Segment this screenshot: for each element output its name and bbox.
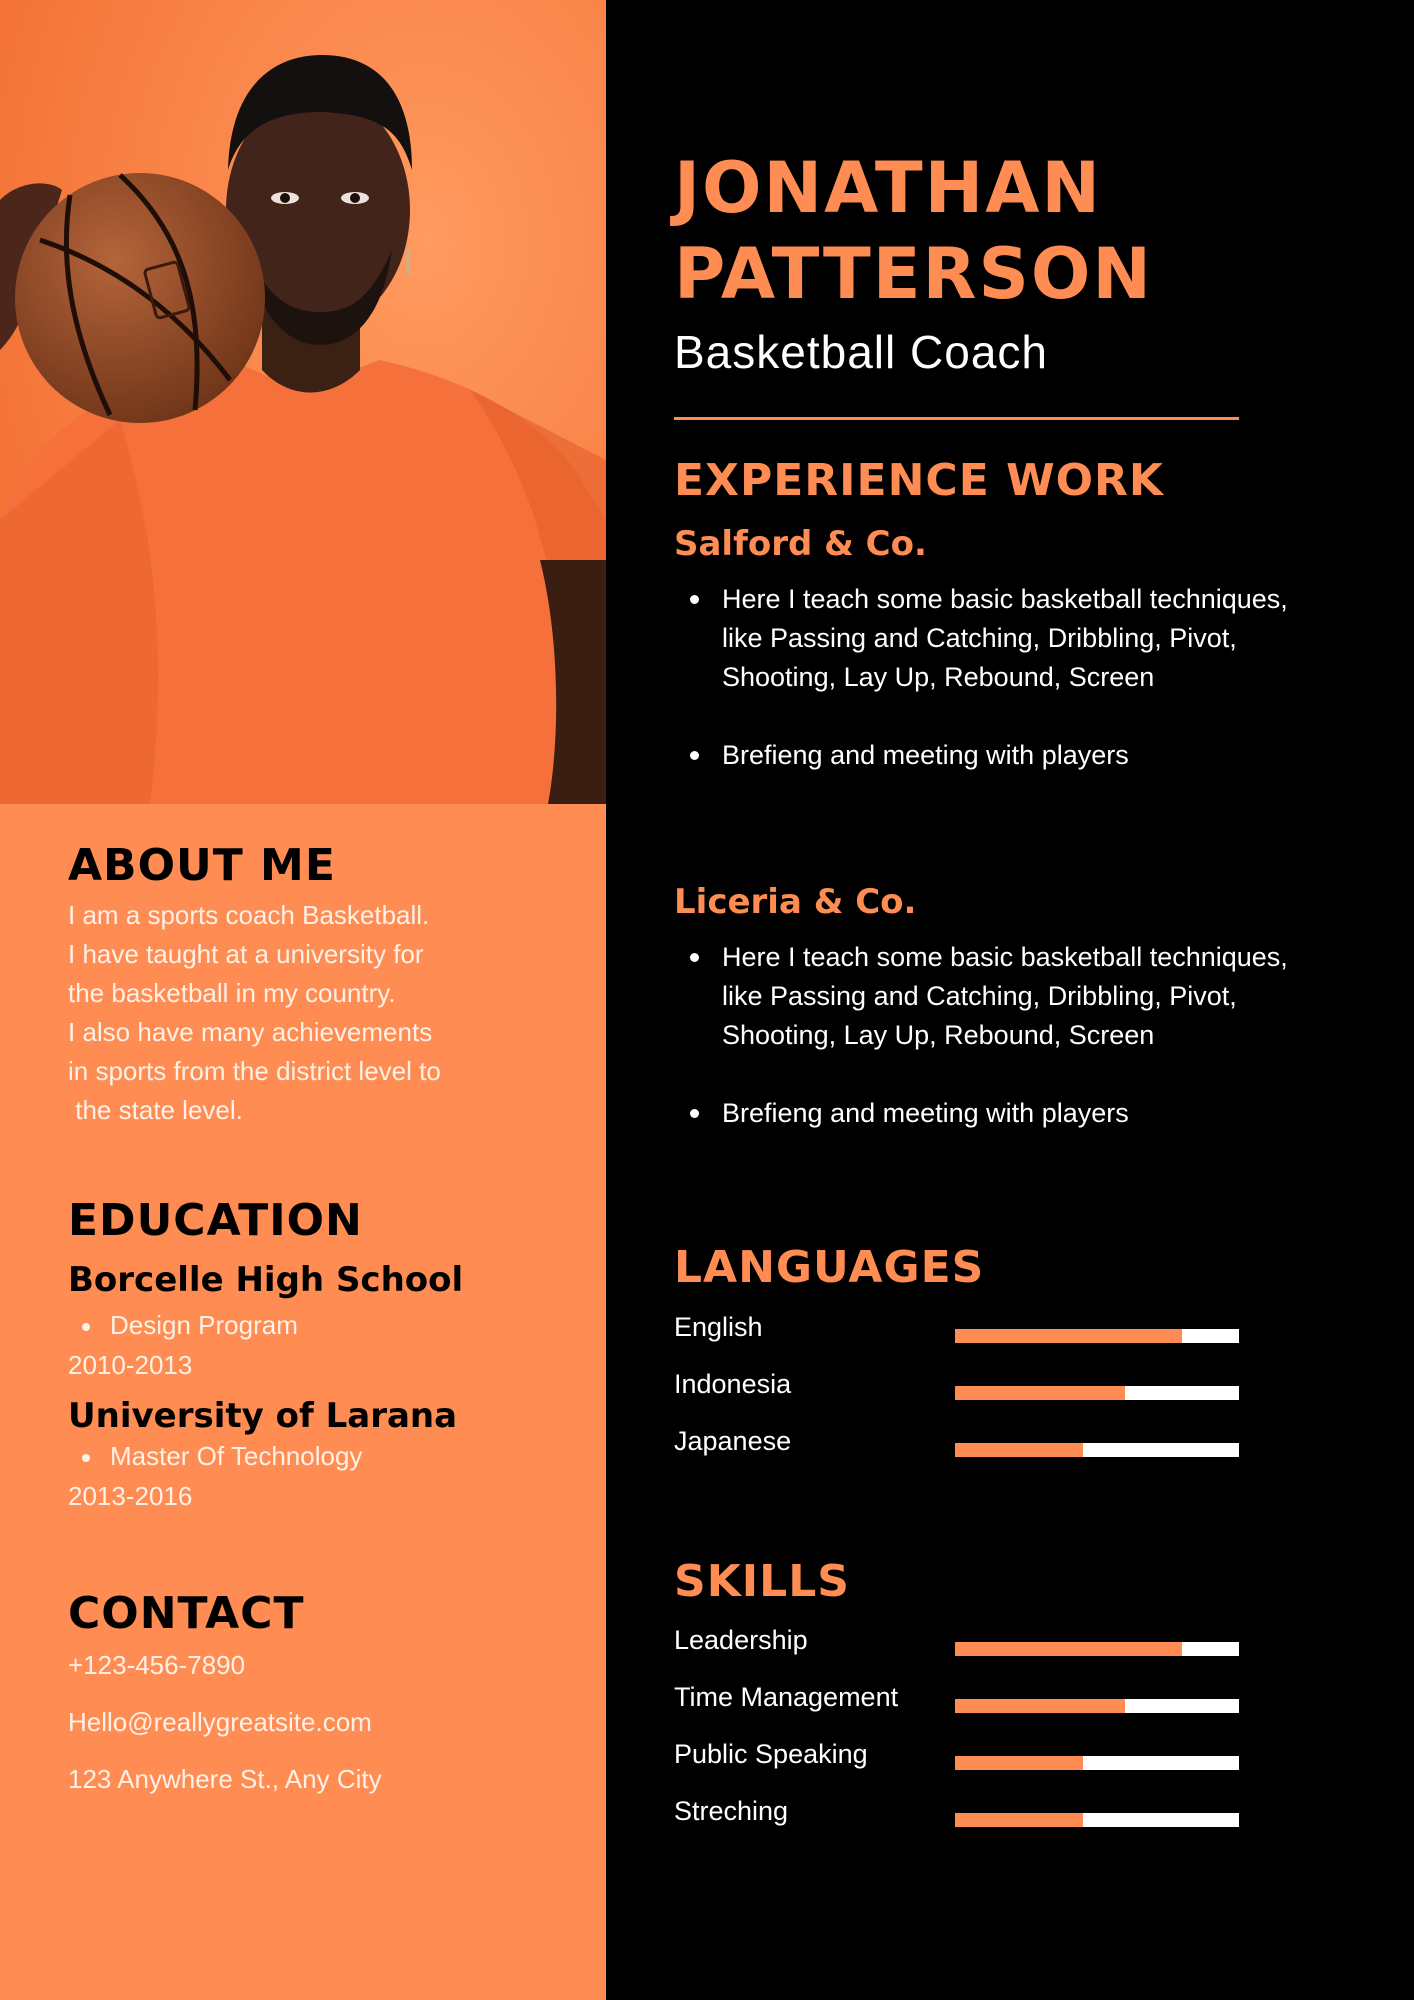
bullet-text: Here I teach some basic basketball techniques, like Passing and Catching, Dribbling, Pivot, Shooting, Lay Up, Rebound, Screen <box>722 584 1288 692</box>
about-line: I have taught at a university for <box>68 939 424 969</box>
contact-phone[interactable]: +123-456-7890 <box>68 1650 246 1680</box>
full-name <box>674 145 1153 317</box>
language-label: Japanese <box>674 1426 792 1456</box>
contact-title: CONTACT <box>68 1588 305 1639</box>
language-row <box>674 1426 1244 1466</box>
language-label: Indonesia <box>674 1369 792 1399</box>
skill-row <box>674 1682 1244 1722</box>
language-bar-track <box>955 1329 1239 1343</box>
about-line: in sports from the district level to <box>68 1056 441 1086</box>
experience-list <box>674 938 1294 1133</box>
education-years: 2013-2016 <box>68 1481 193 1511</box>
skill-label: Leadership <box>674 1625 808 1655</box>
bullet-icon <box>690 595 699 604</box>
education-program-label: Master Of Technology <box>110 1441 363 1471</box>
language-row <box>674 1312 1244 1352</box>
company-name: Liceria & Co. <box>674 882 917 922</box>
language-bar-fill <box>955 1329 1182 1343</box>
company-name: Salford & Co. <box>674 524 927 564</box>
left-column <box>0 0 606 2000</box>
job-title: Basketball Coach <box>674 326 1048 378</box>
skill-label: Public Speaking <box>674 1739 868 1769</box>
skill-row <box>674 1796 1244 1836</box>
list-item <box>674 1094 1294 1133</box>
language-label: English <box>674 1312 763 1342</box>
bullet-icon <box>690 751 699 760</box>
list-item <box>674 736 1294 775</box>
bullet-icon <box>82 1454 90 1462</box>
skill-bar-track <box>955 1813 1239 1827</box>
language-bar-fill <box>955 1443 1083 1457</box>
skill-row <box>674 1739 1244 1779</box>
languages-title: LANGUAGES <box>674 1242 985 1293</box>
name-last: PATTERSON <box>674 233 1153 315</box>
contact-email[interactable]: Hello@reallygreatsite.com <box>68 1707 372 1737</box>
header-divider <box>674 417 1239 420</box>
language-row <box>674 1369 1244 1409</box>
skill-label: Time Management <box>674 1682 899 1712</box>
about-line: I am a sports coach Basketball. <box>68 900 430 930</box>
skill-bar-fill <box>955 1699 1125 1713</box>
skill-label: Streching <box>674 1796 789 1826</box>
skill-row <box>674 1625 1244 1665</box>
education-program <box>82 1310 298 1341</box>
skills-title: SKILLS <box>674 1556 850 1607</box>
list-item <box>674 938 1294 1055</box>
education-program <box>82 1441 362 1472</box>
education-school: University of Larana <box>68 1396 458 1436</box>
name-first: JONATHAN <box>674 147 1102 229</box>
education-program-label: Design Program <box>110 1310 298 1340</box>
contact-address: 123 Anywhere St., Any City <box>68 1764 382 1794</box>
language-bar-fill <box>955 1386 1125 1400</box>
about-text <box>68 896 568 1130</box>
about-line: I also have many achievements <box>68 1017 433 1047</box>
experience-title: EXPERIENCE WORK <box>674 455 1164 506</box>
experience-list <box>674 580 1294 775</box>
bullet-text: Brefieng and meeting with players <box>722 1098 1129 1128</box>
about-title: ABOUT ME <box>68 840 336 891</box>
bullet-icon <box>82 1323 90 1331</box>
education-title: EDUCATION <box>68 1195 363 1246</box>
about-line: the state level. <box>68 1095 243 1125</box>
language-bar-track <box>955 1443 1239 1457</box>
education-years: 2010-2013 <box>68 1350 193 1380</box>
portrait-photo-icon <box>0 0 606 804</box>
bullet-text: Here I teach some basic basketball techniques, like Passing and Catching, Dribbling, Pivot, Shooting, Lay Up, Rebound, Screen <box>722 942 1288 1050</box>
language-bar-track <box>955 1386 1239 1400</box>
list-item <box>674 580 1294 697</box>
about-line: the basketball in my country. <box>68 978 396 1008</box>
skill-bar-track <box>955 1699 1239 1713</box>
profile-photo <box>0 0 606 804</box>
skill-bar-track <box>955 1756 1239 1770</box>
skill-bar-track <box>955 1642 1239 1656</box>
skill-bar-fill <box>955 1642 1182 1656</box>
education-school: Borcelle High School <box>68 1260 464 1300</box>
skill-bar-fill <box>955 1813 1083 1827</box>
bullet-icon <box>690 953 699 962</box>
skill-bar-fill <box>955 1756 1083 1770</box>
bullet-text: Brefieng and meeting with players <box>722 740 1129 770</box>
bullet-icon <box>690 1109 699 1118</box>
